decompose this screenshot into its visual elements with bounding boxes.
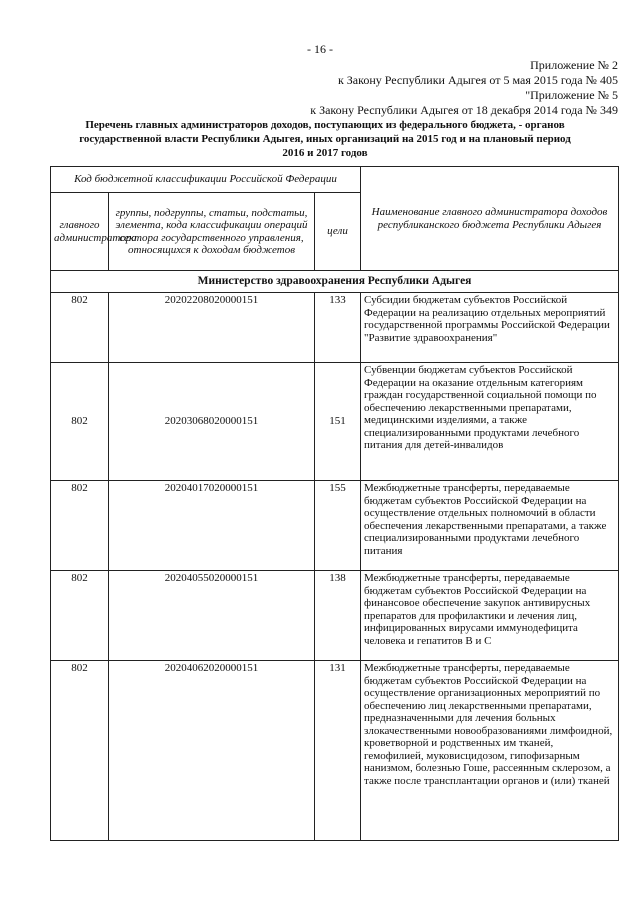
section-row: [51, 271, 619, 293]
table-row: [51, 661, 619, 841]
appendix-line-2: к Закону Республики Адыгея от 5 мая 2015 года № 405: [337, 73, 618, 87]
purpose-code: 131: [315, 661, 361, 841]
admin-code: 802: [51, 363, 109, 481]
revenue-administrators-table: [50, 166, 619, 841]
group-column-header: группы, подгруппы, статьи, подстатьи, элемента, кода классификации операций сектора государственного управления, относящихся к доходам бюджетов: [109, 193, 315, 271]
revenue-name: Субвенции бюджетам субъектов Российской Федерации на оказание отдельным категориям граждан государственной социальной помощи по обеспечению лекарственными препаратами, медицинскими изделиями, а также специализированными продуктами лечебного питания для детей-инвалидов: [361, 363, 619, 481]
document-title: Перечень главных администраторов доходов, поступающих из федерального бюджета, - органов государственной власти Республики Адыгея, иных организаций на 2015 год и на плановый период 2016 и 2017 годов: [79, 119, 571, 159]
section-title: Министерство здравоохранения Республики Адыгея: [51, 271, 619, 293]
purpose-column-header: цели: [315, 193, 361, 271]
purpose-code: 133: [315, 293, 361, 363]
purpose-code: 138: [315, 571, 361, 661]
revenue-name: Межбюджетные трансферты, передаваемые бюджетам субъектов Российской Федерации на финансовое обеспечение закупок антивирусных препаратов для профилактики и лечения лиц, инфицированных вирусами иммунодефицита человека и гепатитов В и С: [361, 571, 619, 661]
classification-code: 20204017020000151: [109, 481, 315, 571]
admin-code: 802: [51, 481, 109, 571]
classification-code: 20204062020000151: [109, 661, 315, 841]
appendix-line-4: к Закону Республики Адыгея от 18 декабря 2014 года № 349: [310, 103, 618, 117]
table-row: [51, 571, 619, 661]
page-number: - 16 -: [307, 42, 333, 56]
purpose-code: 151: [315, 363, 361, 481]
revenue-name: Межбюджетные трансферты, передаваемые бюджетам субъектов Российской Федерации на осуществление отдельных полномочий в области обеспечения лекарственными препаратами, а также специализированными продуктами лечебного питания: [361, 481, 619, 571]
name-column-header: Наименование главного администратора доходов республиканского бюджета Республики Адыгея: [361, 167, 619, 271]
table-row: [51, 481, 619, 571]
admin-column-header: главного администратора: [51, 193, 109, 271]
revenue-name: Субсидии бюджетам субъектов Российской Федерации на реализацию отдельных мероприятий государственной программы Российской Федерации "Развитие здравоохранения": [361, 293, 619, 363]
code-group-header: Код бюджетной классификации Российской Федерации: [51, 167, 361, 193]
appendix-line-1: Приложение № 2: [530, 58, 618, 72]
appendix-line-3: "Приложение № 5: [525, 88, 618, 102]
admin-code: 802: [51, 661, 109, 841]
table-row: [51, 293, 619, 363]
table-row: [51, 363, 619, 481]
admin-code: 802: [51, 571, 109, 661]
purpose-code: 155: [315, 481, 361, 571]
admin-code: 802: [51, 293, 109, 363]
classification-code: 20204055020000151: [109, 571, 315, 661]
revenue-name: Межбюджетные трансферты, передаваемые бюджетам субъектов Российской Федерации на осуществление организационных мероприятий по обеспечению лиц лекарственными препаратами, предназначенными для лечения больных злокачественными новообразованиями лимфоидной, кроветворной и родственных им тканей, гемофилией, муковисцидозом, гипофизарным нанизмом, болезнью Гоше, рассеянным склерозом, а также после трансплантации органов и (или) тканей: [361, 661, 619, 841]
table-header-row: [51, 167, 619, 193]
classification-code: 20202208020000151: [109, 293, 315, 363]
classification-code: 20203068020000151: [109, 363, 315, 481]
